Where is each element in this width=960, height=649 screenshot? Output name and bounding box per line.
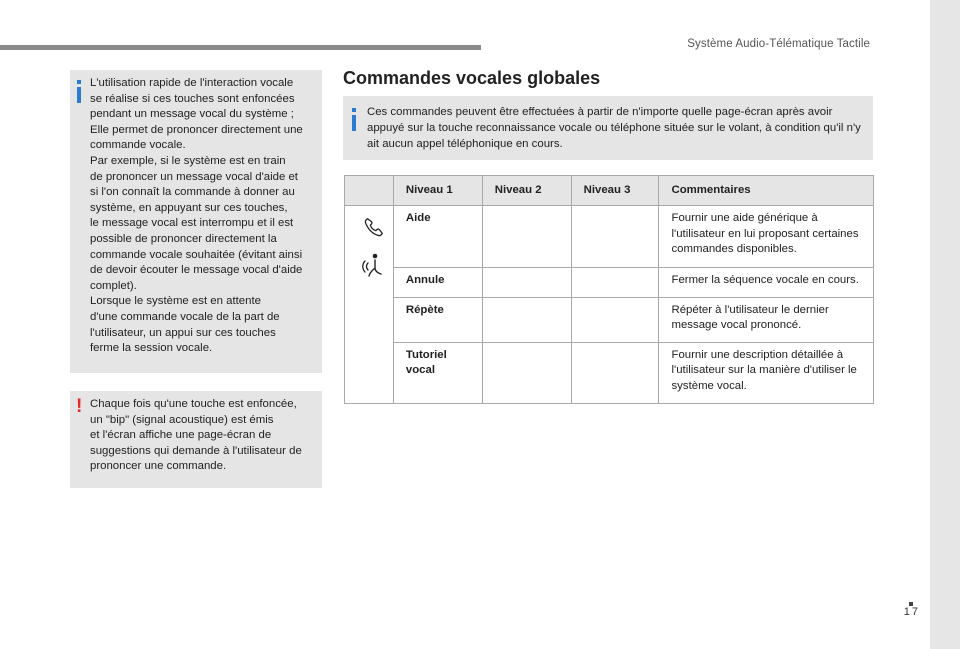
- command-level2: [482, 206, 571, 268]
- info-note: [70, 70, 322, 373]
- command-level2: [482, 268, 571, 298]
- warning-note: [70, 391, 322, 488]
- info-icon: [352, 108, 356, 131]
- section-title: Commandes vocales globales: [343, 68, 601, 88]
- intro-note: [343, 96, 873, 160]
- warning-note-text: Chaque fois qu'une touche est enfoncée, un "bip" (signal acoustique) est émis et l'écran affiche une page-écran de suggestions qui demande à l'utilisateur de prononcer une commande.: [90, 398, 302, 473]
- table-header: Commentaires: [659, 176, 874, 206]
- command-level3: [571, 206, 659, 268]
- page-side-strip: [930, 0, 960, 649]
- table-header-row: [345, 176, 874, 206]
- table-header-icon: [345, 176, 394, 206]
- header-title: Système Audio-Télématique Tactile: [687, 38, 870, 50]
- command-comment: Fournir une description détaillée à l'utilisateur sur la manière d'utiliser le système vocal.: [659, 342, 874, 403]
- table-row: [345, 206, 874, 268]
- command-level2: [482, 342, 571, 403]
- table-header: Niveau 3: [571, 176, 659, 206]
- command-level1: Annule: [393, 268, 482, 298]
- command-comment: Fournir une aide générique à l'utilisateur en lui proposant certaines commandes disponibles.: [659, 206, 874, 268]
- command-level1: Aide: [393, 206, 482, 268]
- info-note-text: L'utilisation rapide de l'interaction vocale se réalise si ces touches sont enfoncées pendant un message vocal du système ; Elle permet de prononcer directement une commande vocale. Par exemple, si le système est en train de prononcer un message vocal d'aide et si l'on connaît la commande à donner au système, en appuyant sur ces touches, le message vocal est interrompu et il est possible de prononcer directement la commande vocale souhaitée (évitant ainsi de devoir écouter le message vocal d'aide complet). Lorsque le système est en attente d'une commande vocale de la part de l'utilisateur, un appui sur ces touches ferme la session vocale.: [90, 77, 303, 355]
- header-rule: [0, 45, 481, 50]
- command-comment: Fermer la séquence vocale en cours.: [659, 268, 874, 298]
- table-row: [345, 268, 874, 298]
- table-header: Niveau 2: [482, 176, 571, 206]
- command-level1: Tutoriel vocal: [393, 342, 482, 403]
- table-icon-cell: [345, 206, 394, 404]
- command-level2: [482, 297, 571, 342]
- page-number: 17: [903, 606, 920, 618]
- command-level3: [571, 342, 659, 403]
- warning-icon: !: [76, 396, 83, 417]
- command-level1: Répète: [393, 297, 482, 342]
- phone-icon: [363, 216, 385, 238]
- command-level3: [571, 268, 659, 298]
- voice-commands-table: [344, 175, 874, 404]
- table-row: [345, 297, 874, 342]
- voice-command-icon: [360, 252, 386, 280]
- info-icon: [77, 80, 81, 103]
- command-level3: [571, 297, 659, 342]
- intro-note-text: Ces commandes peuvent être effectuées à partir de n'importe quelle page-écran après avoir appuyé sur la touche reconnaissance vocale ou téléphone située sur le volant, à condition qu'il n'y ait aucun appel téléphonique en cours.: [367, 106, 861, 150]
- table-row: [345, 342, 874, 403]
- command-comment: Répéter à l'utilisateur le dernier message vocal prononcé.: [659, 297, 874, 342]
- table-header: Niveau 1: [393, 176, 482, 206]
